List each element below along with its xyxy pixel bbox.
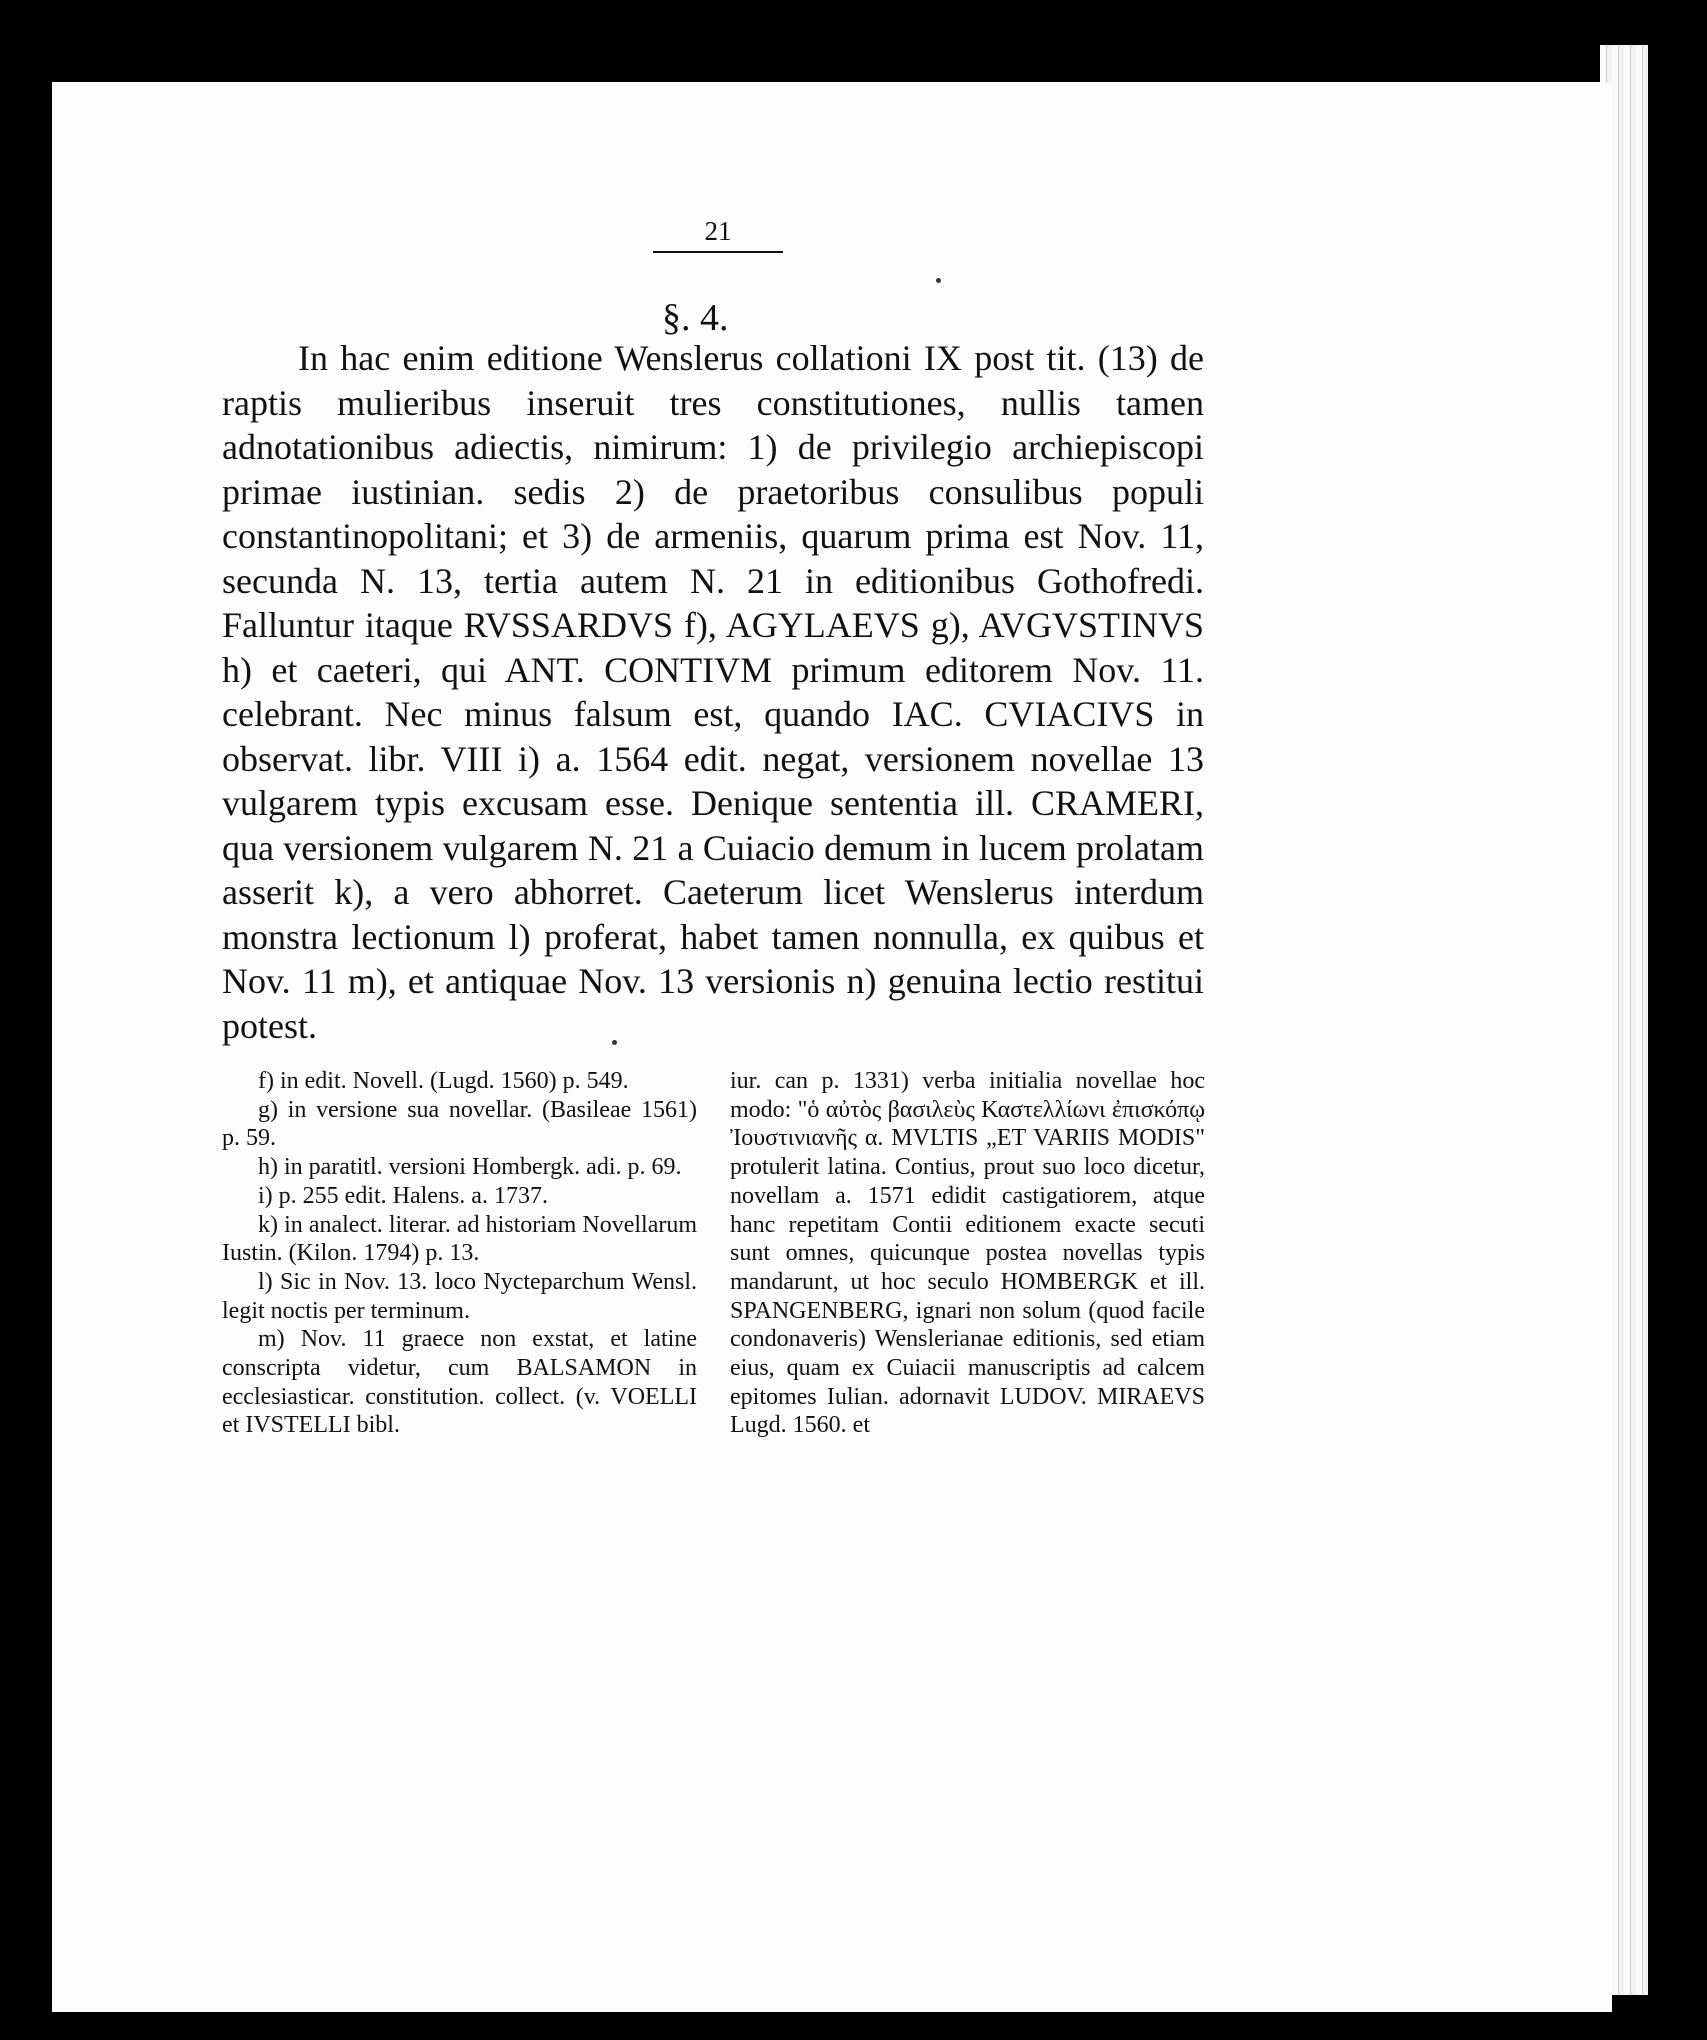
- footnote-f: f) in edit. Novell. (Lugd. 1560) p. 549.: [258, 1068, 629, 1094]
- ink-speck: [936, 278, 941, 283]
- footnotes-right-column: [730, 1067, 1205, 1440]
- main-paragraph: In hac enim editione Wenslerus collationi IX post tit. (13) de raptis mulieribus inseruit tres constitutiones, nullis tamen adnotationibus adiectis, nimirum: 1) de privilegio archiepiscopi primae iustinian. sedis 2) de praetoribus consulibus populi constantinopolitani; et 3) de armeniis, quarum prima est Nov. 11, secunda N. 13, tertia autem N. 21 in editionibus Gothofredi. Falluntur itaque RVSSARDVS f), AGYLAEVS g), AVGVSTINVS h) et caeteri, qui ANT. CONTIVM primum editorem Nov. 11. celebrant. Nec minus falsum est, quando IAC. CVIACIVS in observat. libr. VIII i) a. 1564 edit. negat, versionem novellae 13 vulgarem typis excusam esse. Denique sententia ill. CRAMERI, qua versionem vulgarem N. 21 a Cuiacio demum in lucem prolatam asserit k), a vero abhorret. Caeterum licet Wenslerus interdum monstra lectionum l) proferat, habet tamen nonnulla, ex quibus et Nov. 11 m), et antiquae Nov. 13 versionis n) genuina lectio restitui potest.: [222, 338, 1204, 1046]
- footnote-i: i) p. 255 edit. Halens. a. 1737.: [258, 1182, 548, 1209]
- footnote-k: k) in analect. literar. ad historiam Novellarum Iustin. (Kilon. 1794) p. 13.: [222, 1211, 697, 1267]
- footnotes-left-column: [222, 1067, 697, 1440]
- footnote-h: h) in paratitl. versioni Hombergk. adi. p. 69.: [258, 1154, 682, 1181]
- footnote-l: l) Sic in Nov. 13. loco Nycteparchum Wensl. legit noctis per terminum.: [222, 1268, 697, 1324]
- page-number: 21: [704, 216, 732, 246]
- header-rule: [653, 251, 783, 253]
- ink-speck: [612, 1040, 617, 1045]
- footnote-g: g) in versione sua novellar. (Basileae 1561) p. 59.: [222, 1096, 697, 1152]
- section-heading: §. 4.: [662, 297, 729, 339]
- page-header: [653, 218, 783, 253]
- footnote-m-continued: iur. can p. 1331) verba initialia novellae hoc modo: "ὁ αὐτὸς βασιλεὺς Καστελλίωνι ἐπισκόπῳ Ἰουστινιανῆς α. MVLTIS „ET VARIIS MODIS" protulerit latina. Contius, prout suo loco dicetur, novellam a. 1571 edidit castigatiorem, atque hanc repetitam Contii editionem exacte secuti sunt omnes, quicunque postea novellas typis mandarunt, ut hoc seculo HOMBERGK et ill. SPANGENBERG, ignari non solum (quod facile condonaveris) Wenslerianae editionis, sed etiam eius, quam ex Cuiacii manuscriptis ad calcem epitomes Iulian. adornavit LUDOV. MIRAEVS Lugd. 1560. et: [730, 1068, 1205, 1439]
- footnote-m: m) Nov. 11 graece non exstat, et latine conscripta videtur, cum BALSAMON in ecclesiasticar. constitution. collect. (v. VOELLI et IVSTELLI bibl.: [222, 1326, 697, 1439]
